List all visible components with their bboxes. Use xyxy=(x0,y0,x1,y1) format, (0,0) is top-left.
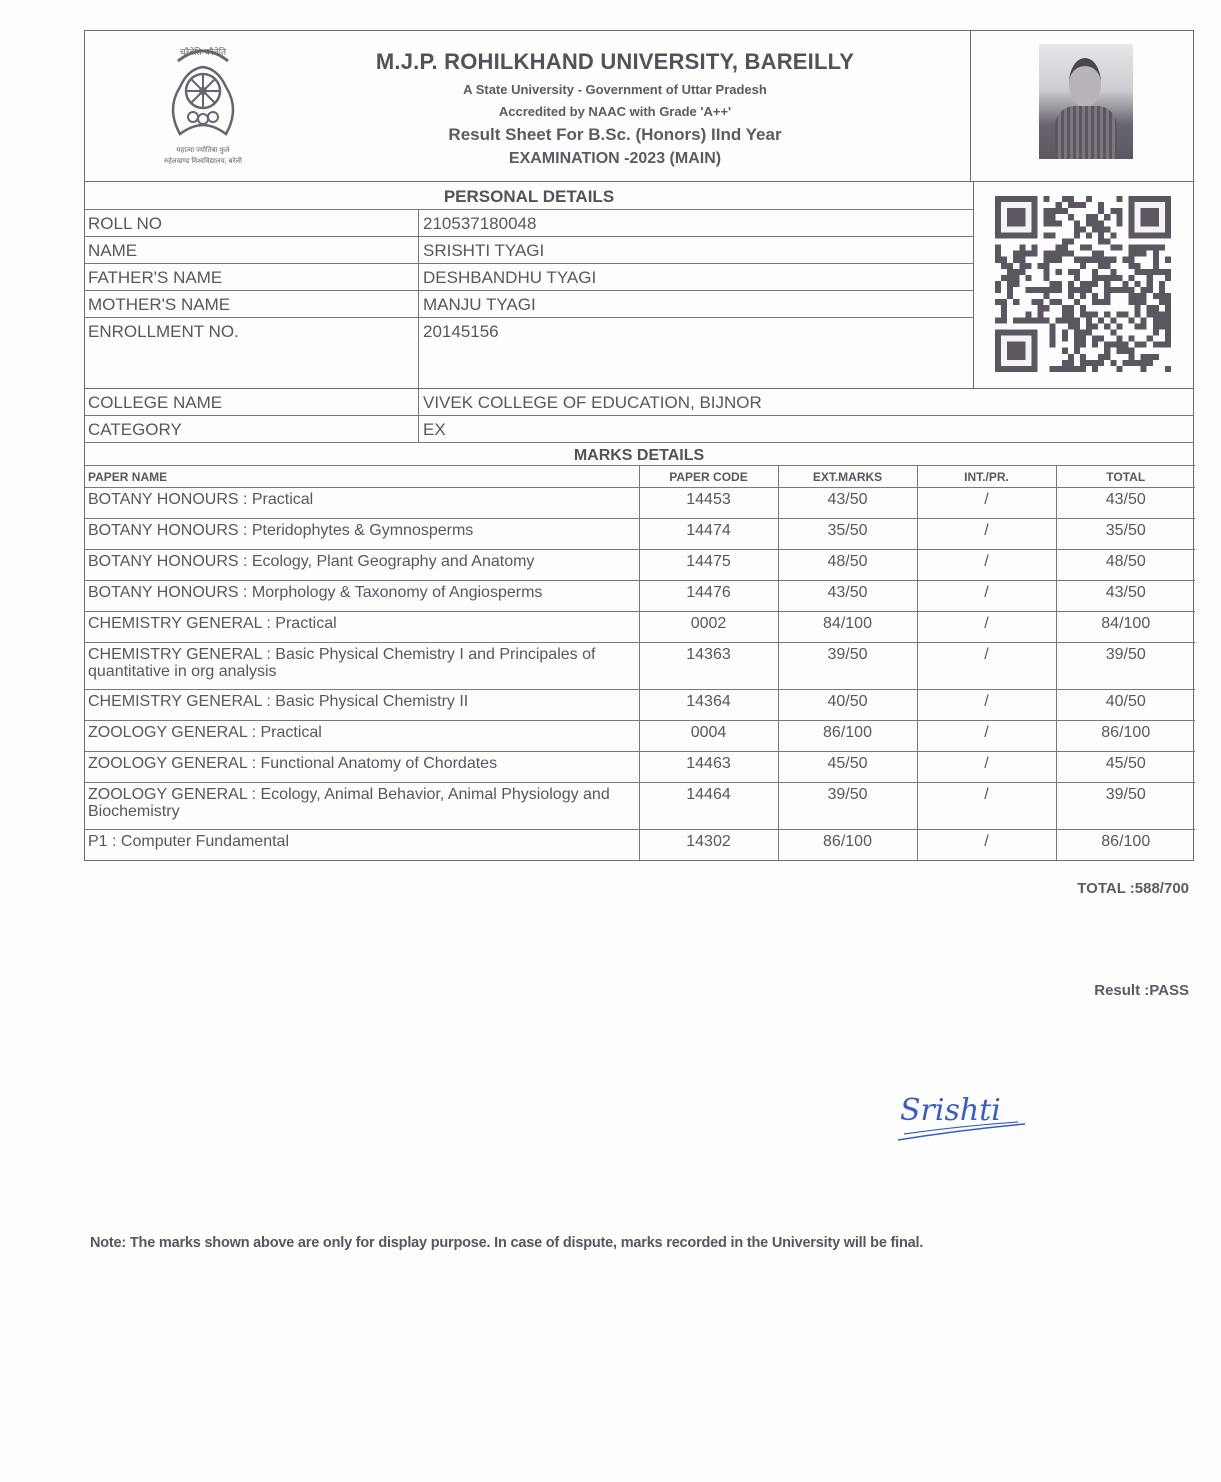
ext-marks-cell: 39/50 xyxy=(778,783,917,830)
marks-row xyxy=(85,581,1195,612)
paper-name-cell: CHEMISTRY GENERAL : Basic Physical Chemistry II xyxy=(85,690,639,721)
paper-name-cell: BOTANY HONOURS : Pteridophytes & Gymnosperms xyxy=(85,519,639,550)
int-pr-cell: / xyxy=(917,612,1056,643)
exam-title: EXAMINATION -2023 (MAIN) xyxy=(508,150,722,167)
total-cell: 39/50 xyxy=(1056,643,1195,690)
marks-details xyxy=(84,442,1194,861)
col-header-int-pr: INT./PR. xyxy=(917,466,1056,488)
detail-row-college xyxy=(85,388,1193,415)
marks-row xyxy=(85,488,1195,519)
paper-name-cell: ZOOLOGY GENERAL : Functional Anatomy of Chordates xyxy=(85,752,639,783)
category-value: EX xyxy=(423,420,446,439)
total-cell: 48/50 xyxy=(1056,550,1195,581)
marks-row xyxy=(85,643,1195,690)
college-value: VIVEK COLLEGE OF EDUCATION, BIJNOR xyxy=(423,393,762,412)
qr-code-icon xyxy=(995,196,1171,372)
int-pr-cell: / xyxy=(917,488,1056,519)
paper-name-cell: BOTANY HONOURS : Ecology, Plant Geography and Anatomy xyxy=(85,550,639,581)
ext-marks-cell: 86/100 xyxy=(778,830,917,861)
paper-code-cell: 14475 xyxy=(639,550,778,581)
marks-table xyxy=(85,465,1195,860)
paper-code-cell: 0004 xyxy=(639,721,778,752)
col-header-total: TOTAL xyxy=(1056,466,1195,488)
detail-row-name xyxy=(85,236,973,263)
int-pr-cell: / xyxy=(917,690,1056,721)
detail-label: NAME xyxy=(85,237,419,263)
marks-row xyxy=(85,550,1195,581)
ext-marks-cell: 84/100 xyxy=(778,612,917,643)
paper-code-cell: 14464 xyxy=(639,783,778,830)
detail-label: COLLEGE NAME xyxy=(85,389,419,415)
paper-code-cell: 14453 xyxy=(639,488,778,519)
photo-box xyxy=(970,31,1193,181)
disclaimer-note: Note: The marks shown above are only for display purpose. In case of dispute, marks recorded in the University will be final. xyxy=(90,1235,924,1251)
col-header-paper-name: PAPER NAME xyxy=(85,466,639,488)
ext-marks-cell: 48/50 xyxy=(778,550,917,581)
university-subtitle: A State University - Government of Uttar Pradesh xyxy=(463,82,767,97)
student-photo-icon xyxy=(1039,44,1133,159)
paper-code-cell: 14474 xyxy=(639,519,778,550)
university-logo xyxy=(133,39,273,164)
int-pr-cell: / xyxy=(917,783,1056,830)
paper-name-cell: CHEMISTRY GENERAL : Basic Physical Chemistry I and Principales of quantitative in org analysis xyxy=(85,643,639,690)
total-cell: 45/50 xyxy=(1056,752,1195,783)
university-name: M.J.P. ROHILKHAND UNIVERSITY, BAREILLY xyxy=(375,49,855,74)
paper-code-cell: 14476 xyxy=(639,581,778,612)
signature-text: Srishti xyxy=(900,1093,1001,1128)
logo-caption-line1: महात्मा ज्योतिबा फुले xyxy=(176,147,230,154)
student-signature xyxy=(890,1082,1040,1147)
university-emblem-icon xyxy=(158,39,248,144)
marks-row xyxy=(85,830,1195,861)
ext-marks-cell: 43/50 xyxy=(778,581,917,612)
detail-label: ENROLLMENT NO. xyxy=(85,318,419,388)
total-cell: 86/100 xyxy=(1056,721,1195,752)
paper-name-cell: BOTANY HONOURS : Practical xyxy=(85,488,639,519)
int-pr-cell: / xyxy=(917,830,1056,861)
detail-label: MOTHER'S NAME xyxy=(85,291,419,317)
ext-marks-cell: 86/100 xyxy=(778,721,917,752)
int-pr-cell: / xyxy=(917,550,1056,581)
ext-marks-cell: 40/50 xyxy=(778,690,917,721)
marks-header-row xyxy=(85,466,1195,488)
detail-row-mother-name xyxy=(85,290,973,317)
col-header-ext-marks: EXT.MARKS xyxy=(778,466,917,488)
paper-name-cell: BOTANY HONOURS : Morphology & Taxonomy of Angiosperms xyxy=(85,581,639,612)
roll-no-value: 210537180048 xyxy=(423,214,537,233)
result-status: Result :PASS xyxy=(1094,982,1189,999)
col-header-paper-code: PAPER CODE xyxy=(639,466,778,488)
int-pr-cell: / xyxy=(917,519,1056,550)
marks-row xyxy=(85,752,1195,783)
ext-marks-cell: 45/50 xyxy=(778,752,917,783)
total-cell: 86/100 xyxy=(1056,830,1195,861)
ext-marks-cell: 43/50 xyxy=(778,488,917,519)
enrollment-value: 20145156 xyxy=(423,322,499,341)
total-cell: 43/50 xyxy=(1056,488,1195,519)
paper-code-cell: 14363 xyxy=(639,643,778,690)
total-cell: 35/50 xyxy=(1056,519,1195,550)
total-cell: 43/50 xyxy=(1056,581,1195,612)
marks-row xyxy=(85,783,1195,830)
name-value: SRISHTI TYAGI xyxy=(423,241,545,260)
detail-row-enrollment xyxy=(85,317,973,388)
result-sheet xyxy=(84,30,1194,861)
personal-details xyxy=(84,181,1194,442)
paper-code-cell: 14463 xyxy=(639,752,778,783)
ext-marks-cell: 39/50 xyxy=(778,643,917,690)
qr-box xyxy=(971,182,1193,389)
total-cell: 84/100 xyxy=(1056,612,1195,643)
accreditation: Accredited by NAAC with Grade 'A++' xyxy=(498,104,732,119)
detail-label: CATEGORY xyxy=(85,416,419,442)
marks-details-title: MARKS DETAILS xyxy=(573,447,705,464)
total-cell: 40/50 xyxy=(1056,690,1195,721)
total-cell: 39/50 xyxy=(1056,783,1195,830)
paper-name-cell: ZOOLOGY GENERAL : Practical xyxy=(85,721,639,752)
logo-caption-line2: रुहेलखण्ड विश्वविद्यालय, बरेली xyxy=(163,158,242,165)
father-name-value: DESHBANDHU TYAGI xyxy=(423,268,597,287)
marks-row xyxy=(85,519,1195,550)
detail-label: ROLL NO xyxy=(85,210,419,236)
paper-code-cell: 14302 xyxy=(639,830,778,861)
int-pr-cell: / xyxy=(917,721,1056,752)
paper-name-cell: ZOOLOGY GENERAL : Ecology, Animal Behavior, Animal Physiology and Biochemistry xyxy=(85,783,639,830)
ext-marks-cell: 35/50 xyxy=(778,519,917,550)
int-pr-cell: / xyxy=(917,581,1056,612)
paper-name-cell: P1 : Computer Fundamental xyxy=(85,830,639,861)
int-pr-cell: / xyxy=(917,752,1056,783)
marks-row xyxy=(85,721,1195,752)
paper-code-cell: 0002 xyxy=(639,612,778,643)
marks-row xyxy=(85,690,1195,721)
grand-total: TOTAL :588/700 xyxy=(1077,880,1189,897)
personal-details-title: PERSONAL DETAILS xyxy=(443,187,615,206)
detail-row-father-name xyxy=(85,263,973,290)
int-pr-cell: / xyxy=(917,643,1056,690)
detail-row-roll-no xyxy=(85,209,973,236)
sheet-title: Result Sheet For B.Sc. (Honors) IInd Year xyxy=(448,125,782,144)
logo-motto: चरैवेति चरैवेति xyxy=(179,47,227,57)
paper-name-cell: CHEMISTRY GENERAL : Practical xyxy=(85,612,639,643)
header-titles xyxy=(265,49,965,168)
detail-row-category xyxy=(85,415,1193,442)
mother-name-value: MANJU TYAGI xyxy=(423,295,536,314)
detail-label: FATHER'S NAME xyxy=(85,264,419,290)
sheet-header xyxy=(84,30,1194,181)
marks-row xyxy=(85,612,1195,643)
paper-code-cell: 14364 xyxy=(639,690,778,721)
